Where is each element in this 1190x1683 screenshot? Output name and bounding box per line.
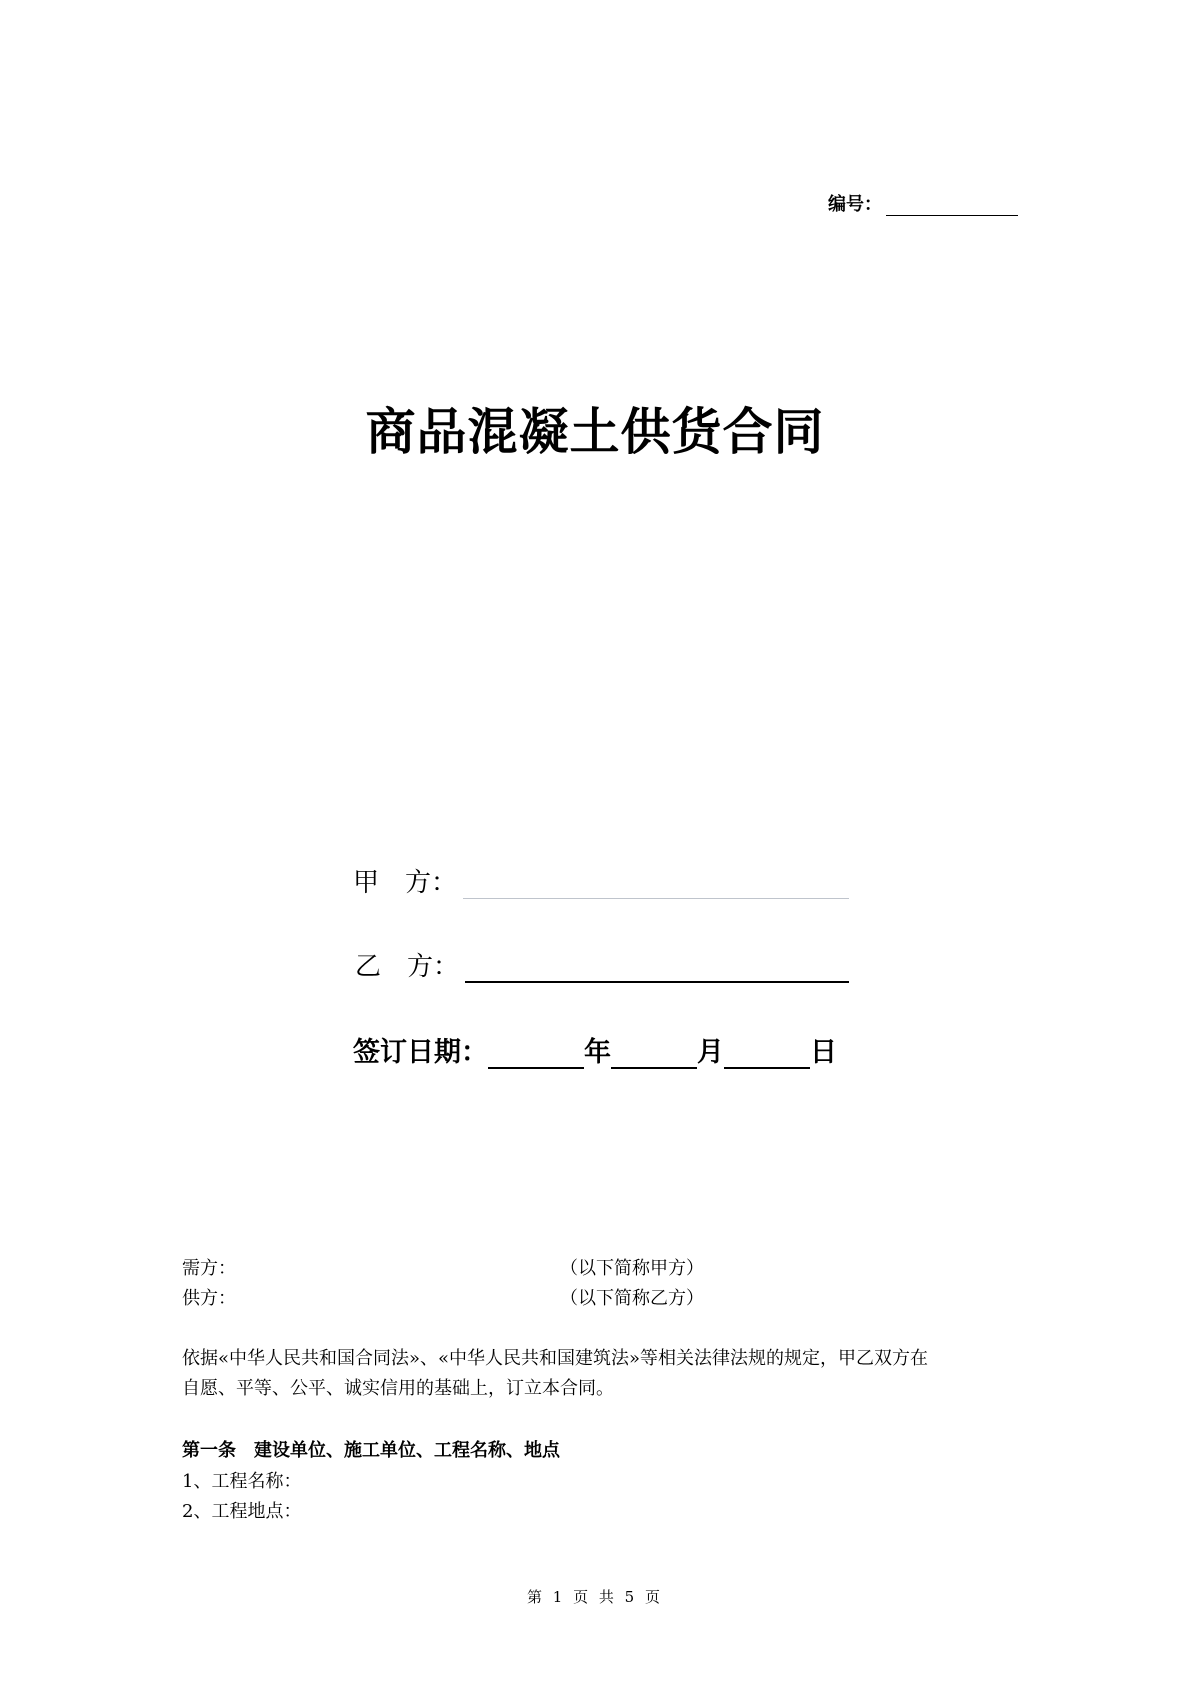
sign-date-month-blank[interactable] — [611, 1037, 697, 1069]
sign-date-day-label: 日 — [810, 1037, 837, 1068]
serial-number-blank[interactable] — [886, 195, 1018, 216]
party-a-blank[interactable] — [463, 868, 849, 899]
serial-number-label: 编号： — [828, 194, 882, 215]
supply-party-label: 供方： — [182, 1288, 236, 1309]
demand-party-note: （以下简称甲方） — [560, 1258, 704, 1279]
article-1-heading: 第一条 建设单位、施工单位、工程名称、地点 — [182, 1440, 560, 1461]
party-b-label: 乙 方： — [355, 952, 460, 982]
sign-date-month-label: 月 — [697, 1037, 724, 1068]
sign-date-year-label: 年 — [584, 1037, 611, 1068]
contract-title: 商品混凝土供货合同 — [365, 402, 825, 461]
demand-party-label: 需方： — [182, 1258, 236, 1279]
party-a-label: 甲 方： — [353, 868, 458, 898]
legal-basis-paragraph-line-2: 自愿、平等、公平、诚实信用的基础上，订立本合同。 — [182, 1378, 614, 1399]
party-b-field — [355, 946, 849, 983]
sign-date-day-blank[interactable] — [724, 1037, 810, 1069]
serial-number-field — [828, 190, 1018, 216]
party-a-field — [353, 862, 849, 899]
project-name-item: 1、工程名称： — [182, 1471, 302, 1492]
party-b-blank[interactable] — [465, 951, 849, 983]
project-location-item: 2、工程地点： — [182, 1501, 302, 1522]
page-footer: 第 1 页 共 5 页 — [527, 1588, 663, 1606]
legal-basis-paragraph-line-1: 依据«中华人民共和国合同法»、«中华人民共和国建筑法»等相关法律法规的规定，甲乙双方在 — [182, 1348, 929, 1369]
sign-date-year-blank[interactable] — [488, 1037, 584, 1069]
supply-party-note: （以下简称乙方） — [560, 1288, 704, 1309]
sign-date-label: 签订日期： — [353, 1037, 488, 1068]
sign-date-field — [353, 1030, 837, 1069]
